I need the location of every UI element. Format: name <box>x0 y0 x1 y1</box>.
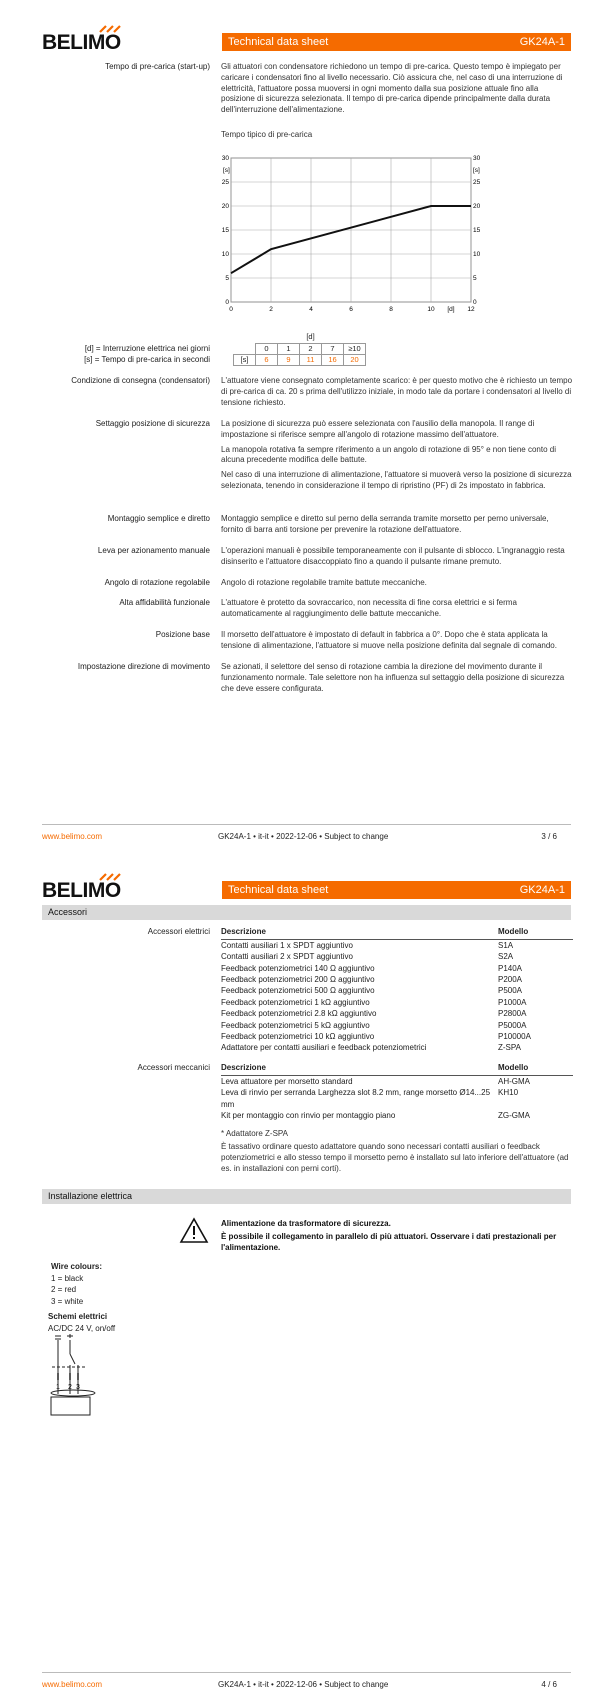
header-title: Technical data sheet <box>228 884 329 896</box>
table-row <box>221 939 573 951</box>
chart-title: Tempo tipico di pre-carica <box>221 130 313 139</box>
y-axis-label-left: [s] <box>223 167 230 174</box>
accessory-description: Adattatore per contatti ausiliari e feedback potenziometrici <box>221 1043 427 1053</box>
header-model: GK24A-1 <box>519 884 565 896</box>
table-d-unit: [d] <box>306 332 315 342</box>
section-label: Condizione di consegna (condensatori) <box>71 376 210 385</box>
accessori-elettrici-table <box>221 926 573 1054</box>
y-tick-label-left: 30 <box>221 155 229 162</box>
section-accessori: Accessori <box>42 905 571 920</box>
footer-page: 3 / 6 <box>541 832 557 841</box>
accessory-model: Z-SPA <box>498 1043 521 1053</box>
footer-meta: GK24A-1 • it-it • 2022-12-06 • Subject to change <box>218 832 389 841</box>
terminal-label: 2 <box>68 1384 72 1391</box>
section-label: Impostazione direzione di movimento <box>77 662 210 671</box>
accessory-model: P200A <box>498 975 523 985</box>
warning-icon <box>179 1217 209 1244</box>
accessory-description: Contatti ausiliari 1 x SPDT aggiuntivo <box>221 940 353 950</box>
table-row <box>221 974 573 985</box>
table-row <box>221 985 573 996</box>
table-s-cell: 11 <box>300 354 322 365</box>
table-s-cell: 20 <box>344 354 366 365</box>
accessory-model: S2A <box>498 952 514 962</box>
col-modello: Modello <box>498 926 573 939</box>
wire-item: 2 = red <box>51 1285 77 1294</box>
table-row <box>221 1110 573 1121</box>
footer-url[interactable]: www.belimo.com <box>42 1680 103 1689</box>
section-text: L'attuatore è protetto da sovraccarico, non necessita di fine corsa elettrici e si ferma automaticamente al raggiungimento delle battute meccaniche. <box>221 598 517 618</box>
wire-title: Wire colours: <box>51 1262 103 1271</box>
belimo-logo: BELIMO <box>42 25 122 51</box>
section-text: Montaggio semplice e diretto sul perno della serranda tramite morsetto per perno universale, fornito di barra anti torsione per prevenire la rotazione dell'attuatore. <box>221 514 549 534</box>
section-text: L'attuatore viene consegnato completamente scarico: è per questo motivo che è richiesto un tempo di pre-carica di ca. 20 s prima dell'utilizzo iniziale, in modo tale da portare i condensatori al livello di tensione richiesto. <box>221 376 573 407</box>
y-tick-label-right: 0 <box>473 299 477 306</box>
table-s-cell: 6 <box>256 354 278 365</box>
accessory-model: S1A <box>498 940 514 950</box>
accessori-meccanici-table <box>221 1062 573 1121</box>
section-label: Tempo di pre-carica (start-up) <box>105 62 210 71</box>
page-4 <box>0 848 600 1696</box>
x-tick-label: 8 <box>389 306 393 313</box>
section-text: Angolo di rotazione regolabile tramite battute meccaniche. <box>221 578 427 587</box>
table-row <box>221 963 573 974</box>
section-label: Montaggio semplice e diretto <box>107 514 210 523</box>
accessory-model: ZG-GMA <box>498 1111 530 1121</box>
footer-url[interactable]: www.belimo.com <box>42 832 103 841</box>
x-tick-label: 2 <box>269 306 273 313</box>
y-tick-label-left: 0 <box>225 299 229 306</box>
schemi <box>48 1311 115 1334</box>
footer-page: 4 / 6 <box>541 1680 557 1689</box>
y-tick-label-left: 25 <box>221 179 229 186</box>
y-tick-label-right: 30 <box>473 155 481 162</box>
warning-line: Alimentazione da trasformatore di sicurezza. <box>221 1219 391 1228</box>
accessory-description: Feedback potenziometrici 1 kΩ aggiuntivo <box>221 997 370 1007</box>
wire-colours <box>51 1261 102 1307</box>
table-row <box>221 1042 573 1053</box>
schemi-sub: AC/DC 24 V, on/off <box>48 1323 116 1333</box>
y-tick-label-right: 15 <box>473 227 481 234</box>
accessory-description: Leva di rinvio per serranda Larghezza slot 8.2 mm, range morsetto Ø14...25 mm <box>221 1088 491 1109</box>
table-d-cell: ≥10 <box>344 343 366 354</box>
section-label: Leva per azionamento manuale <box>97 546 210 555</box>
warning-line: È possibile il collegamento in parallelo di più attuatori. Osservare i dati prestazionali per l'alimentazione. <box>221 1231 557 1252</box>
y-axis-label-right: [s] <box>473 167 480 174</box>
logo-accent-icon <box>98 25 122 33</box>
y-tick-label-left: 20 <box>221 203 229 210</box>
y-tick-label-right: 10 <box>473 251 481 258</box>
header-title: Technical data sheet <box>228 36 329 48</box>
wire-item: 3 = white <box>51 1296 84 1306</box>
warning-text <box>221 1219 573 1257</box>
footer-meta: GK24A-1 • it-it • 2022-12-06 • Subject to change <box>218 1680 389 1689</box>
accessory-model: P140A <box>498 963 523 973</box>
y-tick-label-left: 10 <box>221 251 229 258</box>
precarica-table <box>233 332 366 366</box>
table-d-cell: 2 <box>300 343 322 354</box>
belimo-logo: BELIMO <box>42 873 122 899</box>
accessory-description: Leva attuatore per morsetto standard <box>221 1076 353 1086</box>
accessory-model: KH10 <box>498 1088 519 1098</box>
table-s-cell: 9 <box>278 354 300 365</box>
section-label: Posizione base <box>155 630 210 639</box>
footer <box>42 824 571 843</box>
accessory-description: Feedback potenziometrici 200 Ω aggiuntivo <box>221 975 375 985</box>
section-text: La manopola rotativa fa sempre riferimento a un angolo di rotazione di 95° e non tiene conto di alcuna precedente modifica delle battute. <box>221 444 556 465</box>
x-tick-label: 12 <box>467 306 475 313</box>
table-d-cell: 1 <box>278 343 300 354</box>
y-tick-label-right: 5 <box>473 275 477 282</box>
x-tick-label: 6 <box>349 306 353 313</box>
section-text: Il morsetto dell'attuatore è impostato di default in fabbrica a 0°. Dopo che è stata applicata la tensione di alimentazione, l'attuatore si muove nella posizione definita dal segnale di comando. <box>221 630 557 650</box>
section-installazione: Installazione elettrica <box>42 1189 571 1204</box>
accessory-model: P2800A <box>498 1009 527 1019</box>
accessory-description: Feedback potenziometrici 140 Ω aggiuntivo <box>221 963 375 973</box>
accessory-model: AH-GMA <box>498 1076 530 1086</box>
section-label: Alta affidabilità funzionale <box>119 598 210 607</box>
accessory-model: P1000A <box>498 997 527 1007</box>
col-descrizione: Descrizione <box>221 926 498 939</box>
x-tick-label: 10 <box>427 306 435 313</box>
accessory-model: P500A <box>498 986 523 996</box>
table-row <box>221 1031 573 1042</box>
table-row <box>221 1075 573 1087</box>
table-row <box>221 997 573 1008</box>
accessory-description: Feedback potenziometrici 500 Ω aggiuntivo <box>221 986 375 996</box>
section-text: Gli attuatori con condensatore richiedono un tempo di pre-carica. Questo tempo è impiegato per caricare i condensatori fino al livello necessario. Ciò assicura che, nel caso di una interruzione di elettricità, l'attuatore possa muoversi in ogni momento dalla sua posizione attuale fino alla posizione di sicurezza selezionata. Il tempo di pre-carica dipende principalmente dalla durata dell'interruzione dell'alimentazione. <box>221 62 563 115</box>
wiring-diagram <box>48 1334 98 1416</box>
accessory-description: Contatti ausiliari 2 x SPDT aggiuntivo <box>221 952 353 962</box>
col-descrizione: Descrizione <box>221 1062 498 1075</box>
note-text: È tassativo ordinare questo adattatore quando sono necessari contatti ausiliari o feedback potenziometrici e allo stesso tempo il morsetto perno è installato sul lato inferiore dell'attuatore (ad es. in installazioni con perni corti). <box>221 1142 569 1173</box>
note-title: * Adattatore Z-SPA <box>221 1129 288 1138</box>
x-axis-label: [d] <box>447 306 455 313</box>
legend-s: [s] = Tempo di pre-carica in secondi <box>84 355 210 364</box>
table-row <box>221 1087 573 1110</box>
table-d-cell: 7 <box>322 343 344 354</box>
table-d-cell: 0 <box>256 343 278 354</box>
accessory-description: Feedback potenziometrici 2.8 kΩ aggiuntivo <box>221 1009 377 1019</box>
y-tick-label-left: 5 <box>225 275 229 282</box>
section-text: Nel caso di una interruzione di alimentazione, l'attuatore si muoverà verso la posizione di sicurezza selezionata, tenendo in considerazione il tempo di ripristino (PF) di 2s impostato in fabbrica. <box>221 470 572 490</box>
table-row <box>221 951 573 962</box>
accessory-model: P5000A <box>498 1020 527 1030</box>
accessori-meccanici-label: Accessori meccanici <box>137 1063 210 1072</box>
x-tick-label: 4 <box>309 306 313 313</box>
table-row <box>221 1020 573 1031</box>
section-text: La posizione di sicurezza può essere selezionata con l'ausilio della manopola. Il range di impostazione si riferisce sempre all'angolo di rotazione massimo dell'attuatore. <box>221 419 535 439</box>
x-tick-label: 0 <box>229 306 233 313</box>
footer <box>42 1672 571 1691</box>
legend-d: [d] = Interruzione elettrica nei giorni <box>84 344 210 353</box>
table-s-cell: 16 <box>322 354 344 365</box>
logo-accent-icon <box>98 873 122 881</box>
header-bar <box>222 881 571 899</box>
table-s-unit: [s] <box>234 354 256 365</box>
section-label: Angolo di rotazione regolabile <box>104 578 210 587</box>
precarica-chart <box>221 150 511 320</box>
accessori-elettrici-label: Accessori elettrici <box>147 927 210 936</box>
y-tick-label-right: 20 <box>473 203 481 210</box>
table-row <box>221 1008 573 1019</box>
header-model: GK24A-1 <box>519 36 565 48</box>
section-text: L'operazioni manuali è possibile temporaneamente con il pulsante di sblocco. L'ingranaggio resta disinserito e l'attuatore disaccoppiato fino a quando il pulsante rimane premuto. <box>221 546 565 566</box>
section-label: Settaggio posizione di sicurezza <box>95 419 210 428</box>
accessory-model: P10000A <box>498 1032 531 1042</box>
col-modello: Modello <box>498 1062 573 1075</box>
y-tick-label-right: 25 <box>473 179 481 186</box>
y-tick-label-left: 15 <box>221 227 229 234</box>
section-text: Se azionati, il selettore del senso di rotazione cambia la direzione del movimento durante il funzionamento normale. Tale selettore non ha influenza sul settaggio della posizione di sicurezza che deve essere configurata. <box>221 662 565 693</box>
accessory-description: Kit per montaggio con rinvio per montaggio piano <box>221 1111 396 1121</box>
accessory-description: Feedback potenziometrici 10 kΩ aggiuntivo <box>221 1032 375 1042</box>
terminal-label: 3 <box>76 1384 80 1391</box>
schemi-title: Schemi elettrici <box>48 1312 108 1321</box>
header-bar <box>222 33 571 51</box>
terminal-label: 1 <box>56 1384 60 1391</box>
wire-item: 1 = black <box>51 1273 84 1283</box>
accessory-description: Feedback potenziometrici 5 kΩ aggiuntivo <box>221 1020 370 1030</box>
